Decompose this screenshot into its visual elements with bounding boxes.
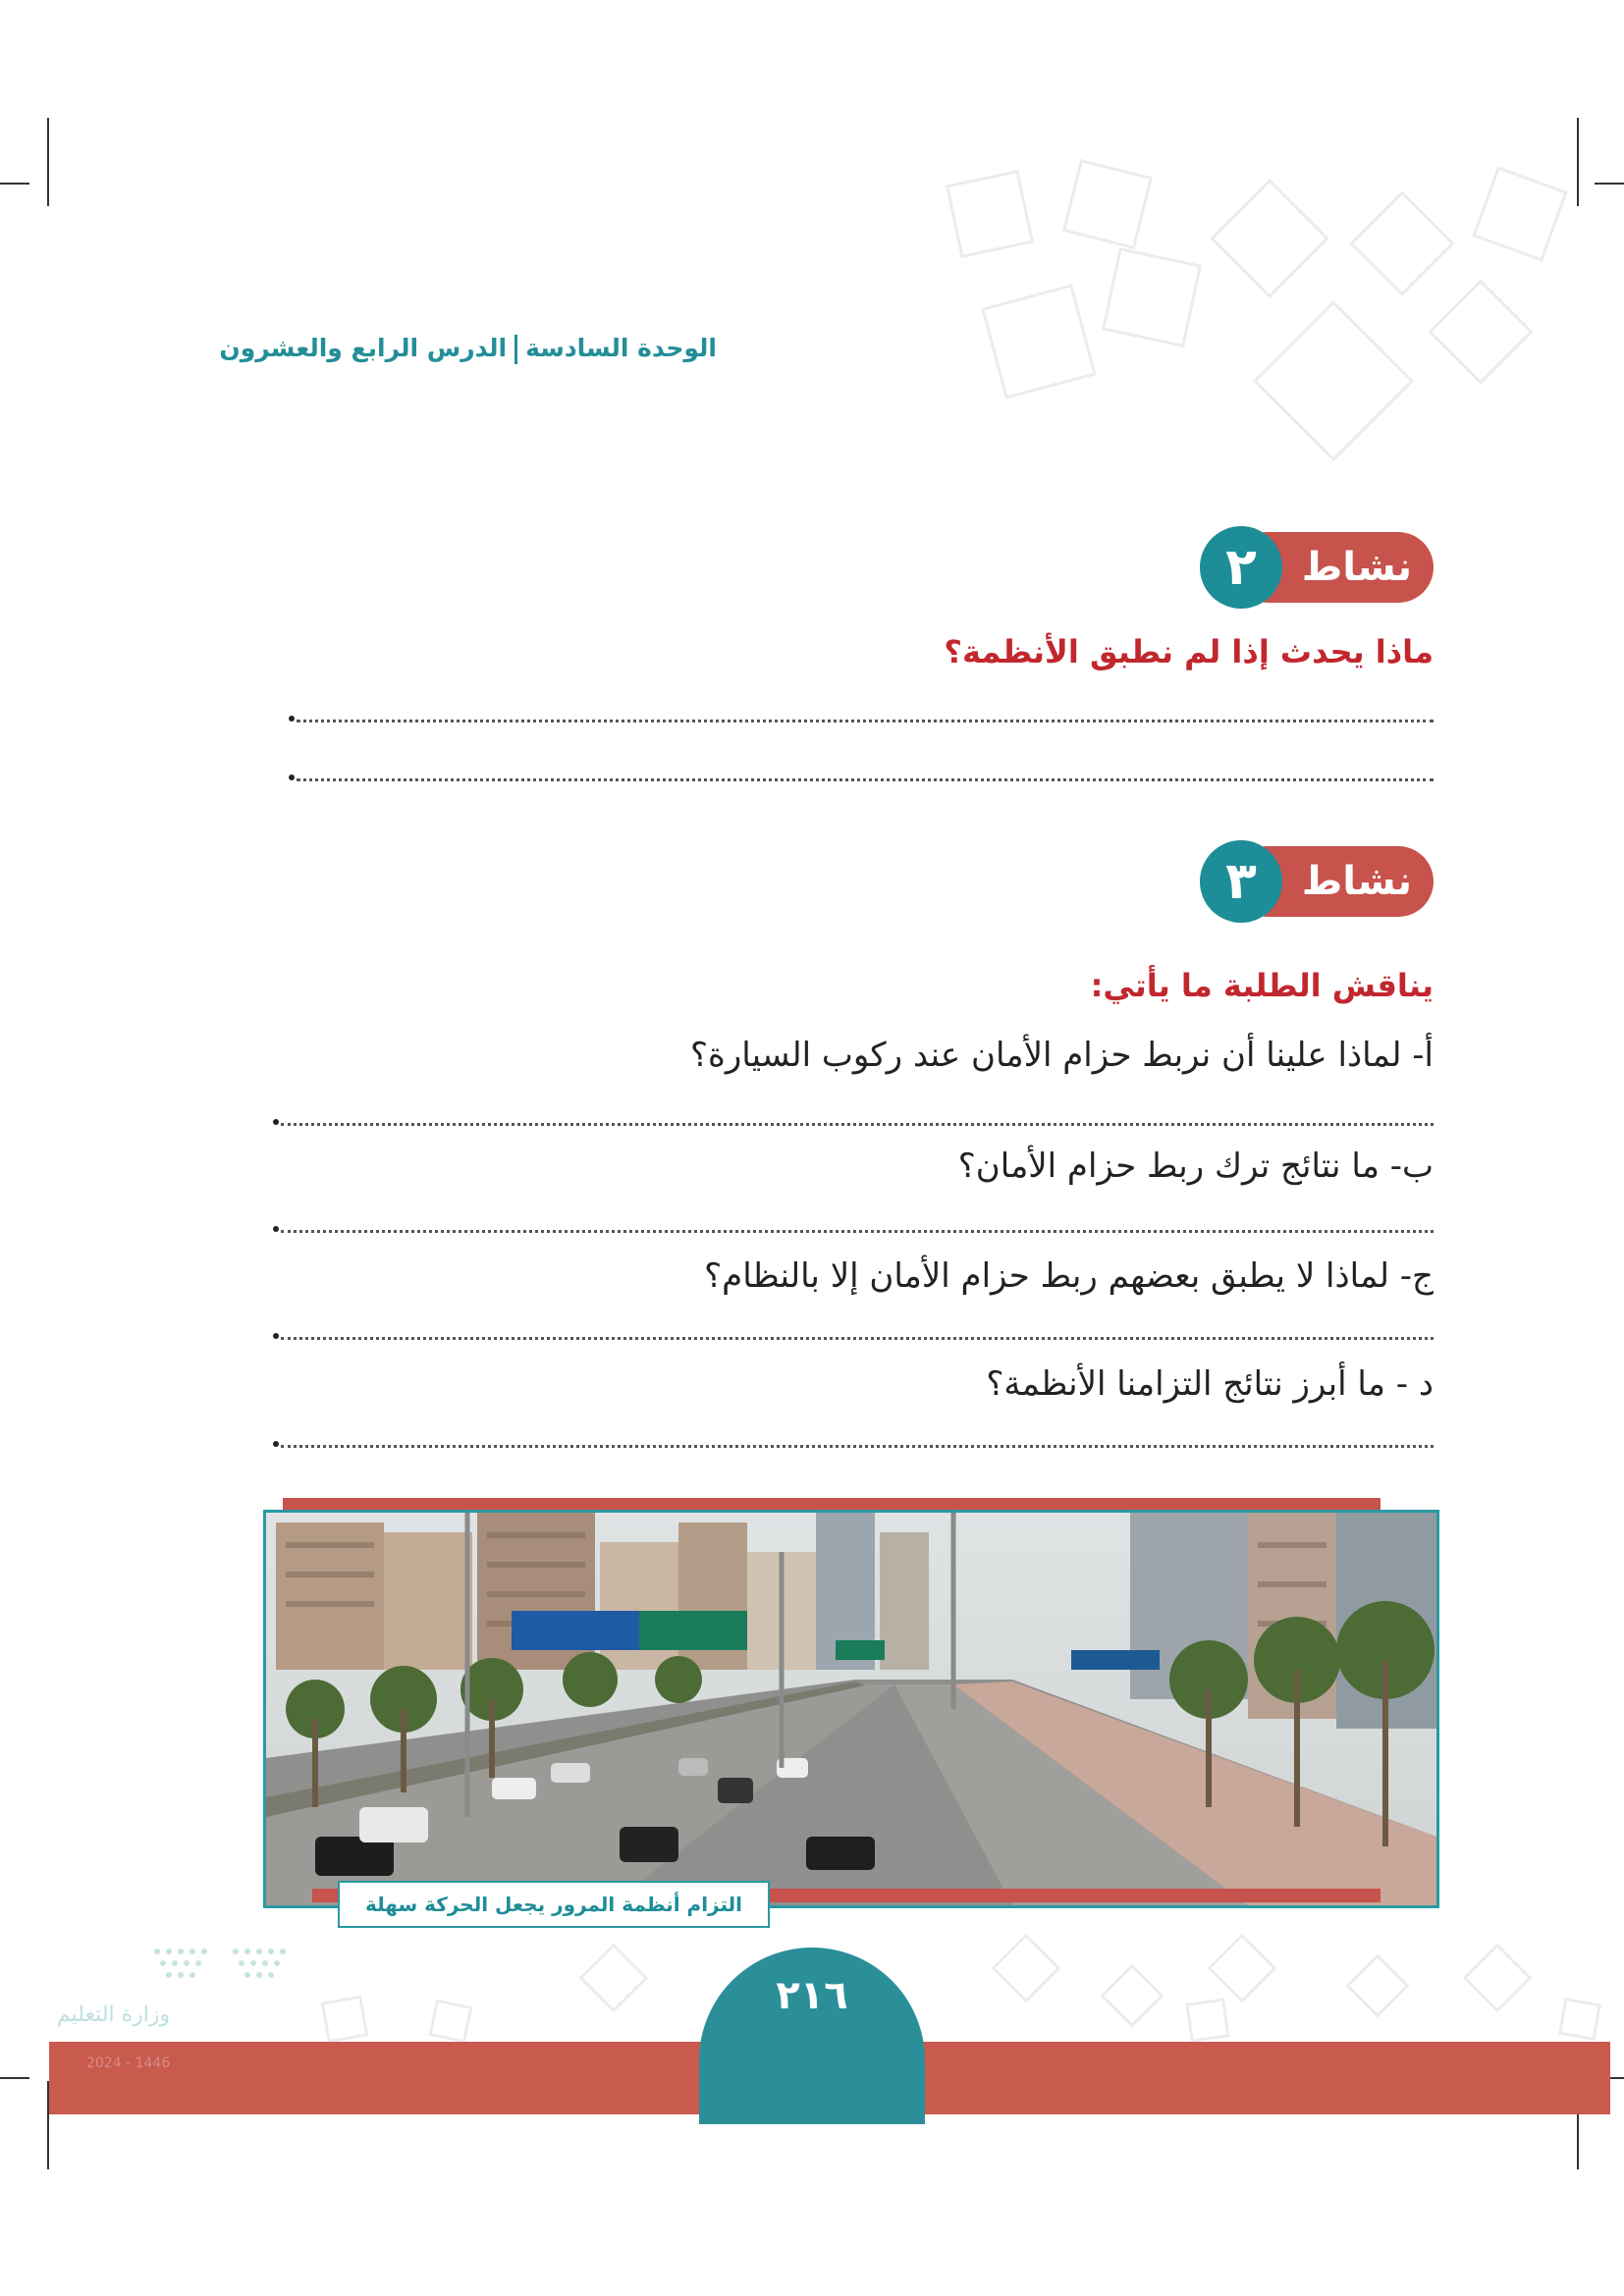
photo-accent-bar xyxy=(283,1498,1380,1510)
activity-2-number: ٢ xyxy=(1200,526,1282,609)
ministry-name: وزارة التعليم xyxy=(57,2002,171,2027)
lesson-title: الدرس الرابع والعشرون xyxy=(219,334,508,362)
crop-mark xyxy=(0,2077,29,2079)
page-number: ٢١٦ xyxy=(776,1973,848,2018)
unit-title: الوحدة السادسة xyxy=(525,334,717,362)
edition-year: 2024 - 1446 xyxy=(86,2056,171,2071)
discussion-question-b: ب- ما نتائج ترك ربط حزام الأمان؟ xyxy=(957,1147,1434,1186)
discussion-question-a: أ- لماذا علينا أن نربط حزام الأمان عند ركوب السيارة؟ xyxy=(690,1036,1434,1075)
crop-mark xyxy=(47,118,49,206)
crop-mark xyxy=(1577,118,1579,206)
answer-line[interactable] xyxy=(281,1230,1434,1233)
activity-2-question: ماذا يحدث إذا لم نطبق الأنظمة؟ xyxy=(944,633,1434,670)
discussion-question-c: ج- لماذا لا يطبق بعضهم ربط حزام الأمان إلا بالنظام؟ xyxy=(704,1256,1434,1296)
answer-line[interactable] xyxy=(281,1123,1434,1126)
activity-3-badge xyxy=(1200,840,1434,923)
discussion-question-d: د - ما أبرز نتائج التزامنا الأنظمة؟ xyxy=(986,1364,1434,1404)
street-scene-illustration xyxy=(266,1513,1436,1905)
answer-line[interactable] xyxy=(281,1445,1434,1448)
ministry-logo-icon xyxy=(147,1942,295,1991)
activity-2-label: نشاط xyxy=(1301,545,1412,590)
photo-caption: التزام أنظمة المرور يجعل الحركة سهلة xyxy=(338,1881,770,1928)
activity-3-prompt: يناقش الطلبة ما يأتي: xyxy=(1090,967,1434,1004)
activity-3-label: نشاط xyxy=(1301,859,1412,904)
traffic-road-photo xyxy=(263,1510,1439,1908)
answer-line[interactable] xyxy=(297,720,1434,722)
answer-line[interactable] xyxy=(297,778,1434,781)
crop-mark xyxy=(1595,183,1624,185)
activity-3-number: ٣ xyxy=(1200,840,1282,923)
crop-mark xyxy=(0,183,29,185)
unit-lesson-header xyxy=(219,334,717,364)
answer-line[interactable] xyxy=(281,1337,1434,1340)
activity-2-badge xyxy=(1200,526,1434,609)
